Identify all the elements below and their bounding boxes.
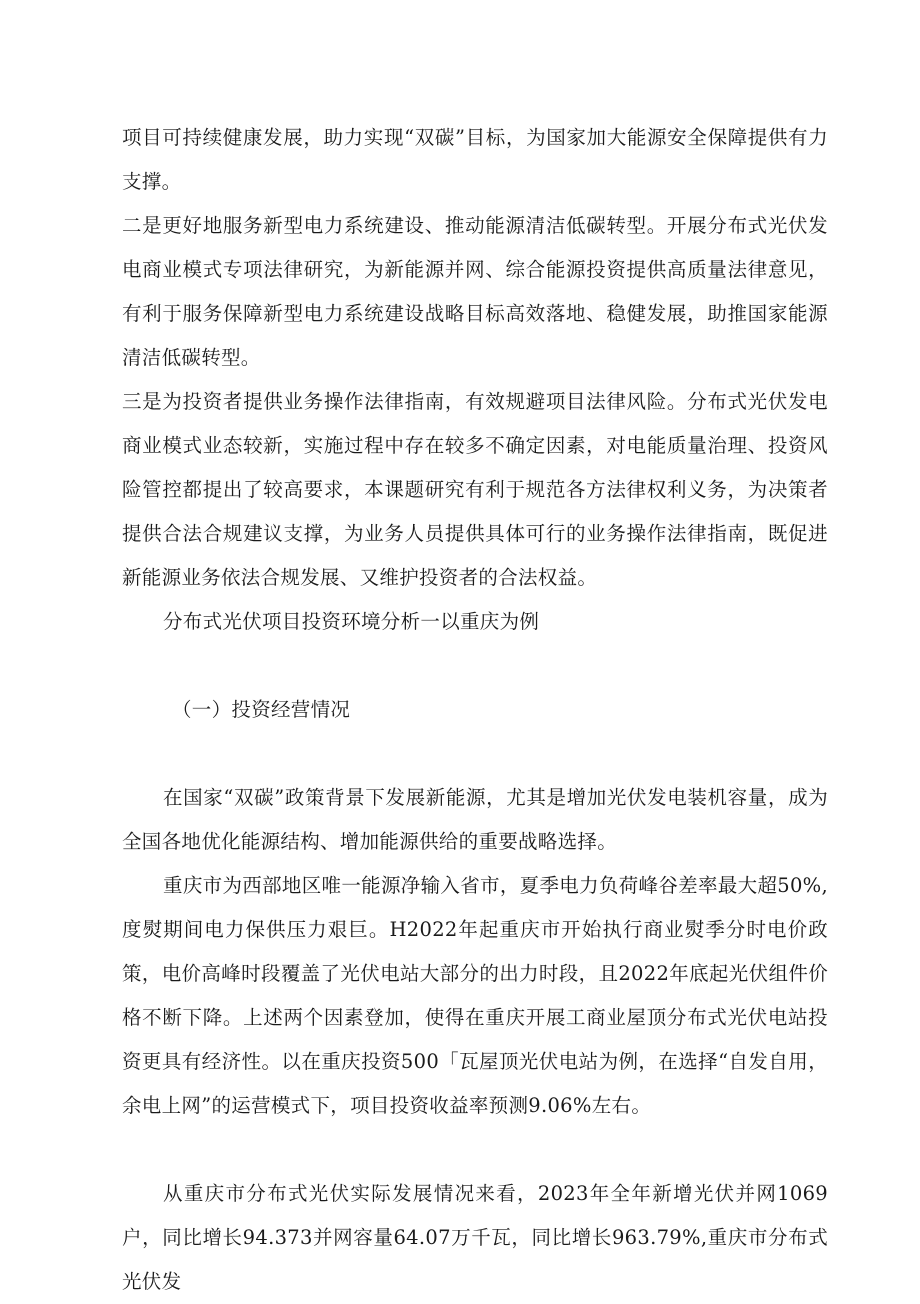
paragraph-point-two: 二是更好地服务新型电力系统建设、推动能源清洁低碳转型。开展分布式光伏发电商业模式专项法律研究，为新能源并网、综合能源投资提供高质量法律意见，有利于服务保障新型电力系统建设战略目标高效落地、稳健发展，助推国家能源清洁低碳转型。	[122, 214, 828, 369]
paragraph-chongqing-development: 从重庆市分布式光伏实际发展情况来看，2023年全年新增光伏并网1069户，同比增长94.373并网容量64.07万千瓦，同比增长963.79%,重庆市分布式光伏发	[122, 1182, 828, 1293]
paragraph-policy-background: 在国家“双碳”政策背景下发展新能源，尤其是增加光伏发电装机容量，成为全国各地优化能源结构、增加能源供给的重要战略选择。	[122, 786, 828, 853]
paragraph-continuation: 项目可持续健康发展，助力实现“双碳”目标，为国家加大能源安全保障提供有力支撑。	[122, 126, 828, 193]
paragraph-point-three: 三是为投资者提供业务操作法律指南，有效规避项目法律风险。分布式光伏发电商业模式业态较新，实施过程中存在较多不确定因素，对电能质量治理、投资风险管控都提出了较高要求，本课题研究有利于规范各方法律权利义务，为决策者提供合法合规建议支撑，为业务人员提供具体可行的业务操作法律指南，既促进新能源业务依法合规发展、又维护投资者的合法权益。	[122, 390, 828, 589]
paragraph-chongqing-investment: 重庆市为西部地区唯一能源净输入省市，夏季电力负荷峰谷差率最大超50%,度熨期间电力保供压力艰巨。H2022年起重庆市开始执行商业熨季分时电价政策，电价高峰时段覆盖了光伏电站大部分的出力时段，且2022年底起光伏组件价格不断下降。上述两个因素登加，使得在重庆开展工商业屋顶分布式光伏电站投资更具有经济性。以在重庆投资500「瓦屋顶光伏电站为例，在选择“自发自用，余电上网”的运营模式下，项目投资收益率预测9.06%左右。	[122, 874, 828, 1117]
subsection-title: （一）投资经营情况	[172, 698, 351, 721]
section-title: 分布式光伏项目投资环境分析一以重庆为例	[163, 610, 540, 633]
